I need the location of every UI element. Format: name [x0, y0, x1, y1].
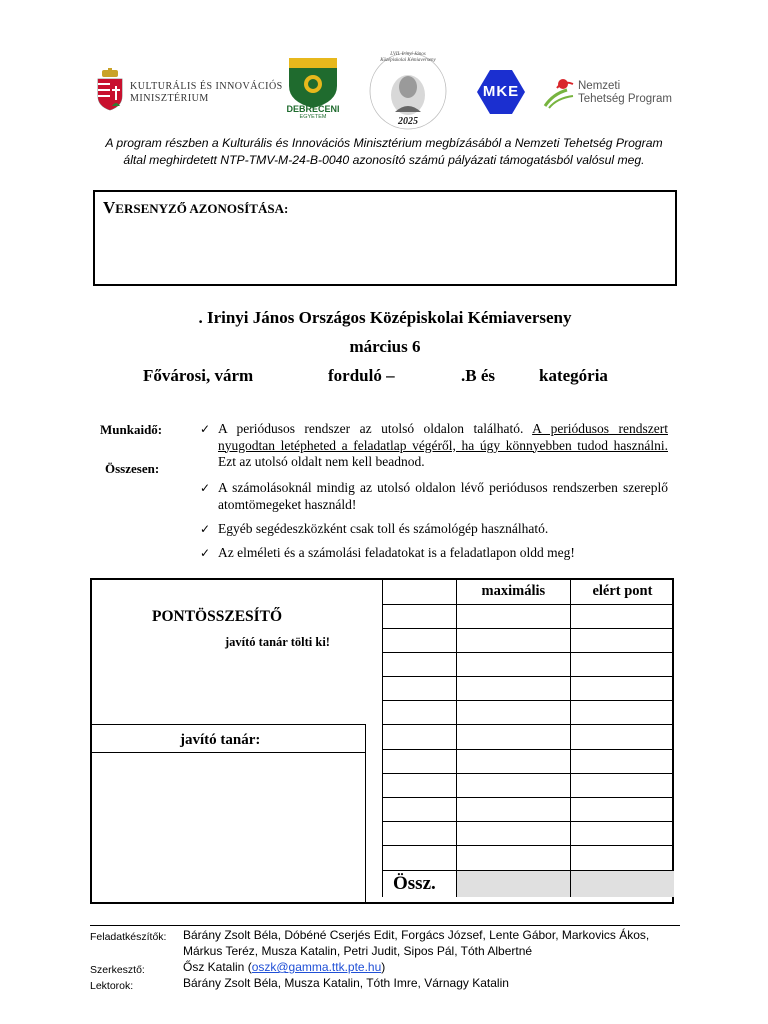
col-header-got: elért pont [570, 580, 674, 604]
footer-divider [90, 925, 680, 926]
irinyi-seal-year: 2025 [398, 116, 418, 127]
task-cell [383, 652, 457, 676]
got-cell[interactable] [570, 773, 674, 797]
got-cell[interactable] [570, 677, 674, 701]
sum-label: Össz. [383, 870, 457, 897]
got-cell[interactable] [570, 725, 674, 749]
table-row [383, 604, 675, 628]
authors-key: Feladatkészítők: [90, 931, 167, 943]
table-row [383, 822, 675, 846]
max-cell[interactable] [456, 798, 570, 822]
got-cell[interactable] [570, 604, 674, 628]
table-row [383, 652, 675, 676]
table-row [383, 773, 675, 797]
instruction-item: ✓ Egyéb segédeszközként csak toll és számológép használható. [200, 521, 549, 536]
task-cell [383, 798, 457, 822]
sum-row [383, 870, 675, 897]
max-cell[interactable] [456, 822, 570, 846]
competitor-id-box [93, 190, 677, 286]
irinyi-seal-text: LVII. Irinyi János Középiskolai Kémiaverseny [380, 52, 436, 63]
max-cell[interactable] [456, 652, 570, 676]
task-cell [383, 822, 457, 846]
table-row [383, 628, 675, 652]
got-cell[interactable] [570, 749, 674, 773]
task-cell [383, 604, 457, 628]
table-row [383, 798, 675, 822]
table-row [383, 725, 675, 749]
got-cell[interactable] [570, 846, 674, 870]
task-cell [383, 773, 457, 797]
sum-got-cell[interactable] [570, 870, 674, 897]
editor-value: Ősz Katalin (oszk@gamma.ttk.pte.hu) [183, 960, 386, 974]
task-cell [383, 677, 457, 701]
reviewers-value: Bárány Zsolt Béla, Musza Katalin, Tóth Imre, Várnagy Katalin [183, 976, 509, 990]
round-part-a: Fővárosi, várm [143, 366, 254, 385]
round-part-c: .B és [461, 366, 495, 385]
round-part-b: forduló – [328, 366, 395, 385]
checkmark-icon: ✓ [200, 481, 211, 495]
max-cell[interactable] [456, 701, 570, 725]
score-summary-subheading: javító tanár tölti ki! [225, 635, 330, 649]
reviewers-key: Lektorok: [90, 980, 134, 992]
teacher-label-divider [92, 752, 366, 753]
table-row [383, 846, 675, 870]
competitor-id-label: VERSENYZŐ AZONOSÍTÁSA: [103, 198, 289, 217]
ministry-name: KULTURÁLIS ÉS INNOVÁCIÓS MINISZTÉRIUM [130, 81, 283, 104]
competition-date: március 6 [349, 337, 421, 356]
editor-key: Szerkesztő: [90, 964, 145, 976]
funding-note: A program részben a Kulturális és Innovációs Minisztérium megbízásából a Nemzeti Tehetség Program által meghirdetett NTP-TMV-M-24-B-0040 azonosító számú pályázati támogatásból valósul meg. [105, 136, 663, 167]
col-header-max: maximális [456, 580, 570, 604]
score-summary-box [90, 578, 674, 904]
got-cell[interactable] [570, 701, 674, 725]
total-label: Összesen: [105, 461, 160, 476]
max-cell[interactable] [456, 773, 570, 797]
teacher-box [92, 724, 366, 904]
score-table [382, 580, 674, 897]
instruction-item: ✓ Az elméleti és a számolási feladatokat is a feladatlapon oldd meg! [200, 545, 575, 560]
task-cell [383, 725, 457, 749]
checkmark-icon: ✓ [200, 546, 211, 560]
teacher-label: javító tanár: [180, 732, 261, 748]
task-cell [383, 628, 457, 652]
authors-line-2: Márkus Teréz, Musza Katalin, Petri Judit, Sipos Pál, Tóth Albertné [183, 944, 533, 958]
got-cell[interactable] [570, 652, 674, 676]
work-time-label: Munkaidő: [100, 422, 163, 437]
max-cell[interactable] [456, 725, 570, 749]
max-cell[interactable] [456, 749, 570, 773]
sum-max-cell [456, 870, 570, 897]
mke-wordmark: MKE [482, 83, 520, 100]
editor-email-link[interactable]: oszk@gamma.ttk.pte.hu [251, 960, 382, 974]
task-cell [383, 846, 457, 870]
competition-title: . Irinyi János Országos Középiskolai Kémiaverseny [198, 308, 572, 327]
hungarian-coat-of-arms-logo [95, 70, 125, 110]
max-cell[interactable] [456, 846, 570, 870]
got-cell[interactable] [570, 822, 674, 846]
checkmark-icon: ✓ [200, 522, 211, 536]
ntp-wordmark: Nemzeti Tehetség Program [578, 80, 672, 105]
task-cell [383, 701, 457, 725]
round-part-d: kategória [539, 366, 608, 385]
max-cell[interactable] [456, 604, 570, 628]
checkmark-icon: ✓ [200, 422, 211, 436]
authors-line-1: Bárány Zsolt Béla, Dóbéné Cserjés Edit, Forgács József, Lente Gábor, Markovics Ákos, [183, 928, 650, 942]
got-cell[interactable] [570, 798, 674, 822]
got-cell[interactable] [570, 628, 674, 652]
instruction-item: ✓ A számolásoknál mindig az utolsó oldalon lévő periódusos rendszerben szereplő atomtömegeket használd! [200, 480, 668, 512]
ntp-logo [543, 76, 579, 110]
debrecen-wordmark: DEBRECENI EGYETEM [286, 104, 340, 120]
table-row [383, 749, 675, 773]
instruction-item: ✓ A periódusos rendszer az utolsó oldalon található. A periódusos rendszert nyugodtan letépheted a feladatlap végéről, ha úgy könnyebben tudod használni. Ezt az utolsó oldalt nem kell beadnod. [200, 421, 668, 469]
max-cell[interactable] [456, 628, 570, 652]
table-row [383, 677, 675, 701]
score-summary-heading: PONTÖSSZESÍTŐ [152, 608, 283, 625]
table-row [383, 701, 675, 725]
task-cell [383, 749, 457, 773]
max-cell[interactable] [456, 677, 570, 701]
